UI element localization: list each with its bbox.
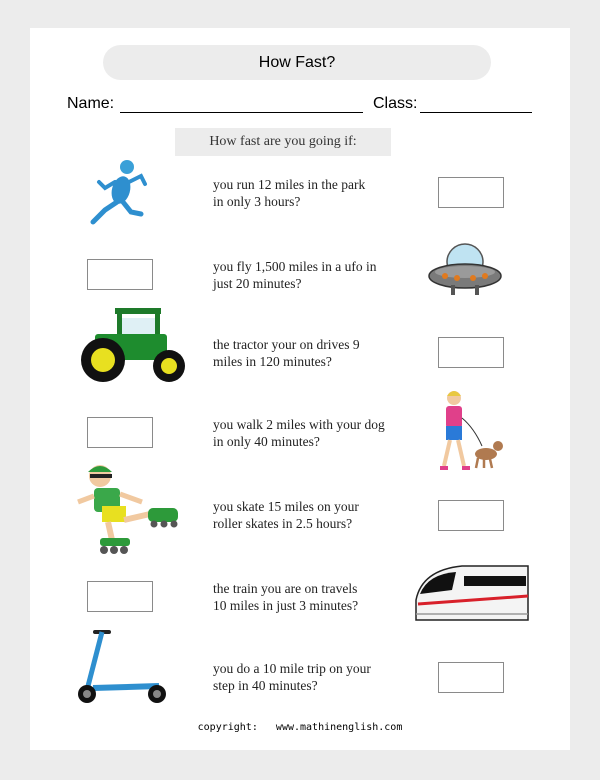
dog-walker-icon	[430, 388, 508, 476]
answer-box-4[interactable]	[87, 417, 153, 448]
tractor-icon	[75, 306, 191, 384]
copyright-footer	[0, 722, 600, 733]
answer-box-2[interactable]	[87, 259, 153, 290]
copyright-label: copyright:	[197, 722, 258, 733]
name-label: Name:	[67, 95, 115, 112]
answer-box-6[interactable]	[87, 581, 153, 612]
answer-box-3[interactable]	[438, 337, 504, 368]
roller-skater-icon	[72, 462, 182, 556]
answer-box-7[interactable]	[438, 662, 504, 693]
running-man-icon	[85, 158, 155, 228]
scooter-icon	[73, 628, 171, 706]
question-1: you run 12 miles in the park in only 3 hours?	[213, 177, 366, 209]
question-4: you walk 2 miles with your dog in only 40 minutes?	[213, 417, 385, 449]
question-3: the tractor your on drives 9 miles in 120 minutes?	[213, 337, 360, 369]
ufo-icon	[427, 238, 503, 302]
copyright-site: www.mathinenglish.com	[275, 722, 403, 733]
train-icon	[412, 560, 532, 626]
class-line	[420, 112, 532, 113]
class-label: Class:	[373, 95, 418, 112]
question-6: the train you are on travels 10 miles in just 3 minutes?	[213, 581, 359, 613]
instruction-banner: How fast are you going if:	[175, 128, 391, 156]
answer-box-1[interactable]	[438, 177, 504, 208]
name-line	[120, 112, 363, 113]
page-title: How Fast?	[103, 45, 491, 80]
answer-box-5[interactable]	[438, 500, 504, 531]
question-2: you fly 1,500 miles in a ufo in just 20 minutes?	[213, 259, 377, 291]
question-5: you skate 15 miles on your roller skates in 2.5 hours?	[213, 499, 359, 531]
question-7: you do a 10 mile trip on your step in 40 minutes?	[213, 661, 371, 693]
